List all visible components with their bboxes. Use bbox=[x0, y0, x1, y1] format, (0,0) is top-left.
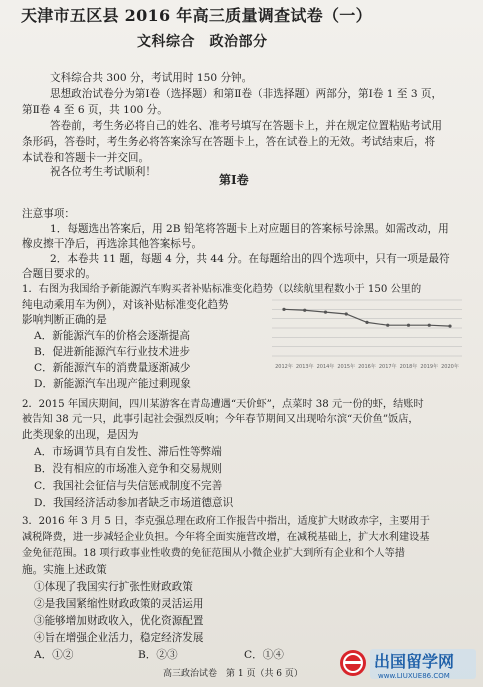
intro-line: 文科综合共 300 分，考试用时 150 分钟。 bbox=[50, 72, 253, 84]
chart-point bbox=[324, 311, 327, 314]
q3-statement-1: ①体现了我国实行扩张性财政政策 bbox=[34, 581, 193, 593]
q2-option-c: C．我国社会征信与失信惩戒制度不完善 bbox=[34, 480, 223, 492]
chart-point bbox=[428, 324, 431, 327]
notes-line: 橡皮擦干净后，再选涂其他答案标号。 bbox=[22, 238, 203, 250]
subsidy-trend-chart bbox=[262, 294, 470, 372]
chart-point bbox=[407, 324, 410, 327]
exam-subtitle: 文科综合 政治部分 bbox=[137, 34, 268, 50]
chart-x-tick-label: 2012年 bbox=[275, 364, 293, 370]
q3-stem: 3．2016 年 3 月 5 日，李克强总理在政府工作报告中指出，适度扩大财政赤字，主要用于 bbox=[22, 516, 430, 527]
q2-stem: 此类现象的出现，是因为 bbox=[22, 429, 139, 441]
intro-line: 条形码，答卷时，考生务必将答案涂写在答题卡上，答在试卷上的无效。考试结束后，将 bbox=[22, 136, 436, 148]
intro-line: 思想政治试卷分为第Ⅰ卷（选择题）和第Ⅱ卷（非选择题）两部分，第Ⅰ卷 1 至 3 页， bbox=[50, 88, 443, 100]
q3-stem: 减税降费，进一步减轻企业负担。今年将全面实施营改增，在减税基础上，扩大水利建设基 bbox=[22, 532, 430, 543]
q3-statement-2: ②是我国紧缩性财政政策的灵活运用 bbox=[34, 598, 204, 610]
chart-x-tick-label: 2014年 bbox=[316, 364, 335, 370]
chart-point bbox=[303, 309, 306, 312]
q3-stem: 金免征范围。18 项行政事业性收费的免征范围从小微企业扩大到所有企业和个人等措 bbox=[22, 548, 405, 559]
notes-line: 2．本卷共 11 题，每题 4 分，共 44 分。在每题给出的四个选项中，只有一项是最符 bbox=[50, 253, 450, 265]
chart-x-tick-label: 2019年 bbox=[420, 364, 439, 370]
exam-title: 天津市五区县 2016 年高三质量调查试卷（一） bbox=[21, 6, 372, 25]
chart-point bbox=[345, 312, 348, 315]
q1-stem: 影响判断正确的是 bbox=[22, 314, 107, 326]
q1-option-b: B．促进新能源汽车行业技术进步 bbox=[34, 346, 191, 358]
chart-point bbox=[282, 308, 285, 311]
q3-option-c: C．①④ bbox=[244, 649, 284, 661]
q3-option-a: A．①② bbox=[34, 649, 74, 661]
intro-line: 第Ⅱ卷 4 至 6 页，共 100 分。 bbox=[22, 104, 168, 116]
chart-x-tick-label: 2016年 bbox=[358, 364, 376, 370]
q2-option-d: D．我国经济活动参加者缺乏市场道德意识 bbox=[34, 497, 234, 509]
intro-line: 本试卷和答题卡一并交回。 bbox=[22, 152, 150, 164]
chart-x-tick-label: 2017年 bbox=[378, 364, 397, 370]
notes-title: 注意事项： bbox=[22, 208, 75, 220]
intro-line: 答卷前，考生务必将自己的姓名、准考号填写在答题卡上，并在规定位置粘贴考试用 bbox=[50, 120, 442, 132]
notes-line: 合题目要求的。 bbox=[22, 268, 97, 280]
q3-stem: 施。实施上述政策 bbox=[22, 564, 107, 576]
chart-x-tick-label: 2015年 bbox=[337, 364, 356, 370]
notes-line: 1．每题选出答案后，用 2B 铅笔将答题卡上对应题目的答案标号涂黑。如需改动，用 bbox=[50, 223, 449, 235]
chart-point bbox=[365, 321, 368, 324]
q1-stem: 1．右图为我国给予新能源汽车购买者补贴标准变化趋势（以续航里程数小于 150 公里的 bbox=[22, 284, 422, 295]
watermark-logo bbox=[338, 645, 478, 683]
q2-option-b: B．没有相应的市场准入竞争和交易规则 bbox=[34, 463, 222, 475]
q2-option-a: A．市场调节具有自发性、滞后性等弊端 bbox=[34, 446, 222, 458]
q3-statement-3: ③能够增加财政收入，优化资源配置 bbox=[34, 615, 204, 627]
q3-statement-4: ④旨在增强企业活力，稳定经济发展 bbox=[34, 632, 204, 644]
section-heading: 第Ⅰ卷 bbox=[219, 173, 249, 187]
chart-x-tick-label: 2020年 bbox=[441, 364, 459, 370]
watermark-name: 出国留学网 bbox=[374, 652, 455, 671]
chart-point bbox=[386, 324, 389, 327]
q1-option-d: D．新能源汽车出现产能过剩现象 bbox=[34, 378, 191, 390]
chart-x-tick-label: 2013年 bbox=[295, 364, 314, 370]
q3-option-b: B．②③ bbox=[138, 649, 178, 661]
q2-stem: 2．2015 年国庆期间，四川某游客在青岛遭遇“天价虾”，点菜时 38 元一份的虾，结账时 bbox=[22, 399, 424, 410]
chart-point bbox=[448, 325, 451, 328]
q2-stem: 被告知 38 元一只，此事引起社会强烈反响；今年春节期间又出现哈尔滨“天价鱼”饭店， bbox=[22, 414, 419, 425]
chart-x-tick-label: 2018年 bbox=[399, 364, 418, 370]
q1-option-a: A．新能源汽车的价格会逐渐提高 bbox=[34, 330, 190, 342]
watermark-url: www.LIUXUE86.COM bbox=[378, 672, 450, 680]
q1-option-c: C．新能源汽车的消费量逐渐减少 bbox=[34, 362, 191, 374]
q1-stem: 纯电动乘用车为例），对该补贴标准变化趋势 bbox=[22, 299, 229, 311]
page-footer: 高三政治试卷 第 1 页（共 6 页） bbox=[163, 669, 303, 679]
intro-line: 祝各位考生考试顺利！ bbox=[50, 166, 156, 178]
